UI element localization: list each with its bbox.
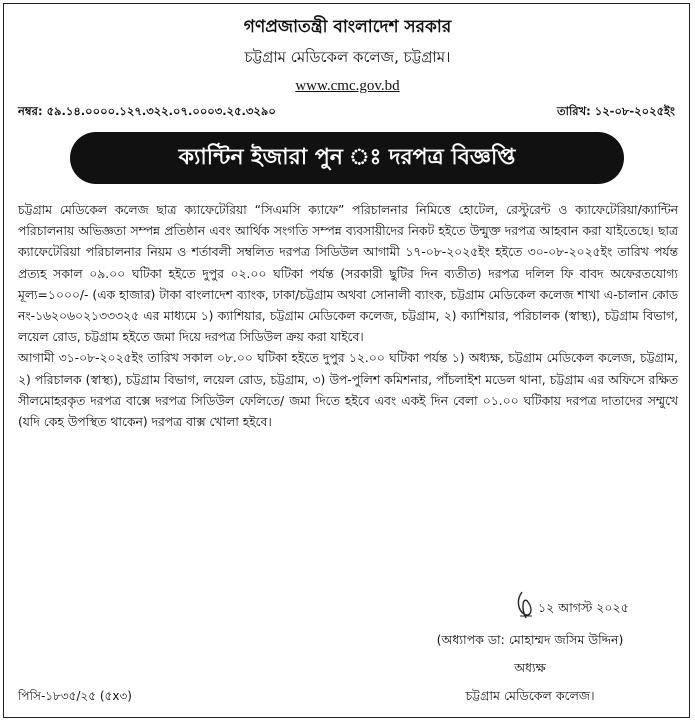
body-paragraph-1: চট্টগ্রাম মেডিকেল কলেজ ছাত্র ক্যাফেটেরিয়া “সিএমসি ক্যাফে” পরিচালনার নিমিত্তে হোটেল, রেস্টুরেন্ট ও ক্যাফেটেরিয়া/ক্যান্টিন পরিচালনায় অভিজ্ঞতা সম্পন্ন প্রতিষ্ঠান এবং আর্থিক সংগতি সম্পন্ন ব্যবসায়ীদের নিকট হইতে উন্মুক্ত দরপত্র আহবান করা যাইতেছে। ছাত্র ক্যাফেটেরিয়া পরিচালনার নিয়ম ও শর্তাবলী সম্বলিত দরপত্র সিডিউল আগামী ১৭-০৮-২০২৫ইং হইতে ৩০-০৮-২০২৫ইং তারিখ পর্যন্ত প্রত্যহ সকাল ০৯.০০ ঘটিকা হইতে দুপুর ০২.০০ ঘটিকা পর্যন্ত (সরকারী ছুটির দিন ব্যতীত) দরপত্র দলিল ফি বাবদ অফেরতযোগ্য মূল্য=১০০০/- (এক হাজার) টাকা বাংলাদেশ ব্যাংক, ঢাকা/চট্টগ্রাম অথবা সোনালী ব্যাংক, চট্টগ্রাম মেডিকেল কলেজ শাখা এ-চালান কোড নং-১৬২০৬০২১৩৩৩২৫ এর মাধ্যমে ১) ক্যাশিয়ার, চট্টগ্রাম মেডিকেল কলেজ, চট্টগ্রাম, ২) ক্যাশিয়ার, পরিচালক (স্বাস্থ্য), চট্টগ্রাম বিভাগ, লয়েল রোড, চট্টগ্রাম হইতে জমা দিয়ে দরপত্র সিডিউল ক্রয় করা যাইবে। [18, 203, 678, 345]
notice-date: তারিখ: ১২-০৮-২০২৫ইং [557, 104, 675, 118]
notice-title-banner [70, 132, 624, 184]
memo-number: নম্বর: ৫৯.১৪.০০০০.১২৭.৩২২.০৭.০০০৩.২৫.৩২৯০ [18, 104, 276, 118]
signer-name: (অধ্যাপক ডা: মোহাম্মদ জসিম উদ্দিন) [436, 632, 624, 647]
signer-organization: চট্টগ্রাম মেডিকেল কলেজ। [465, 688, 595, 703]
footer-code: পিসি-১৮৩৫/২৫ (৫x৩) [18, 689, 132, 703]
body-paragraph-2: আগামী ৩১-০৮-২০২৫ইং তারিখ সকাল ০৮.০০ ঘটিকা হইতে দুপুর ১২.০০ ঘটিকা পর্যন্ত ১) অধ্যক্ষ, চট্টগ্রাম মেডিকেল কলেজ, চট্টগ্রাম, ২) পরিচালক (স্বাস্থ্য), চট্টগ্রাম বিভাগ, লয়েল রোড, চট্টগ্রাম, ৩) উপ-পুলিশ কমিশনার, পাঁচলাইশ মডেল থানা, চট্টগ্রাম এর অফিসে রক্ষিত সীলমোহরকৃত দরপত্র বাক্সে দরপত্র সিডিউল ফেলিতে/ জমা দিতে হইবে এবং একই দিন বেলা ০১.০০ ঘটিকায় দরপত্র দাতাদের সম্মুখে (যদি কেহ উপস্থিত থাকেন) দরপত্র বাক্স খোলা হইবে। [18, 351, 678, 430]
signature-date: ১২ আগস্ট ২০২৫ [538, 600, 629, 615]
notice-title: ক্যান্টিন ইজারা পুন ঃ দরপত্র বিজ্ঞপ্তি [178, 144, 516, 170]
notice-body [18, 200, 678, 433]
website-link[interactable]: www.cmc.gov.bd [295, 78, 400, 94]
signer-title: অধ্যক্ষ [514, 660, 546, 675]
college-name: চট্টগ্রাম মেডিকেল কলেজ, চট্টগ্রাম। [244, 48, 451, 66]
government-heading: গণপ্রজাতন্ত্রী বাংলাদেশ সরকার [243, 17, 452, 37]
